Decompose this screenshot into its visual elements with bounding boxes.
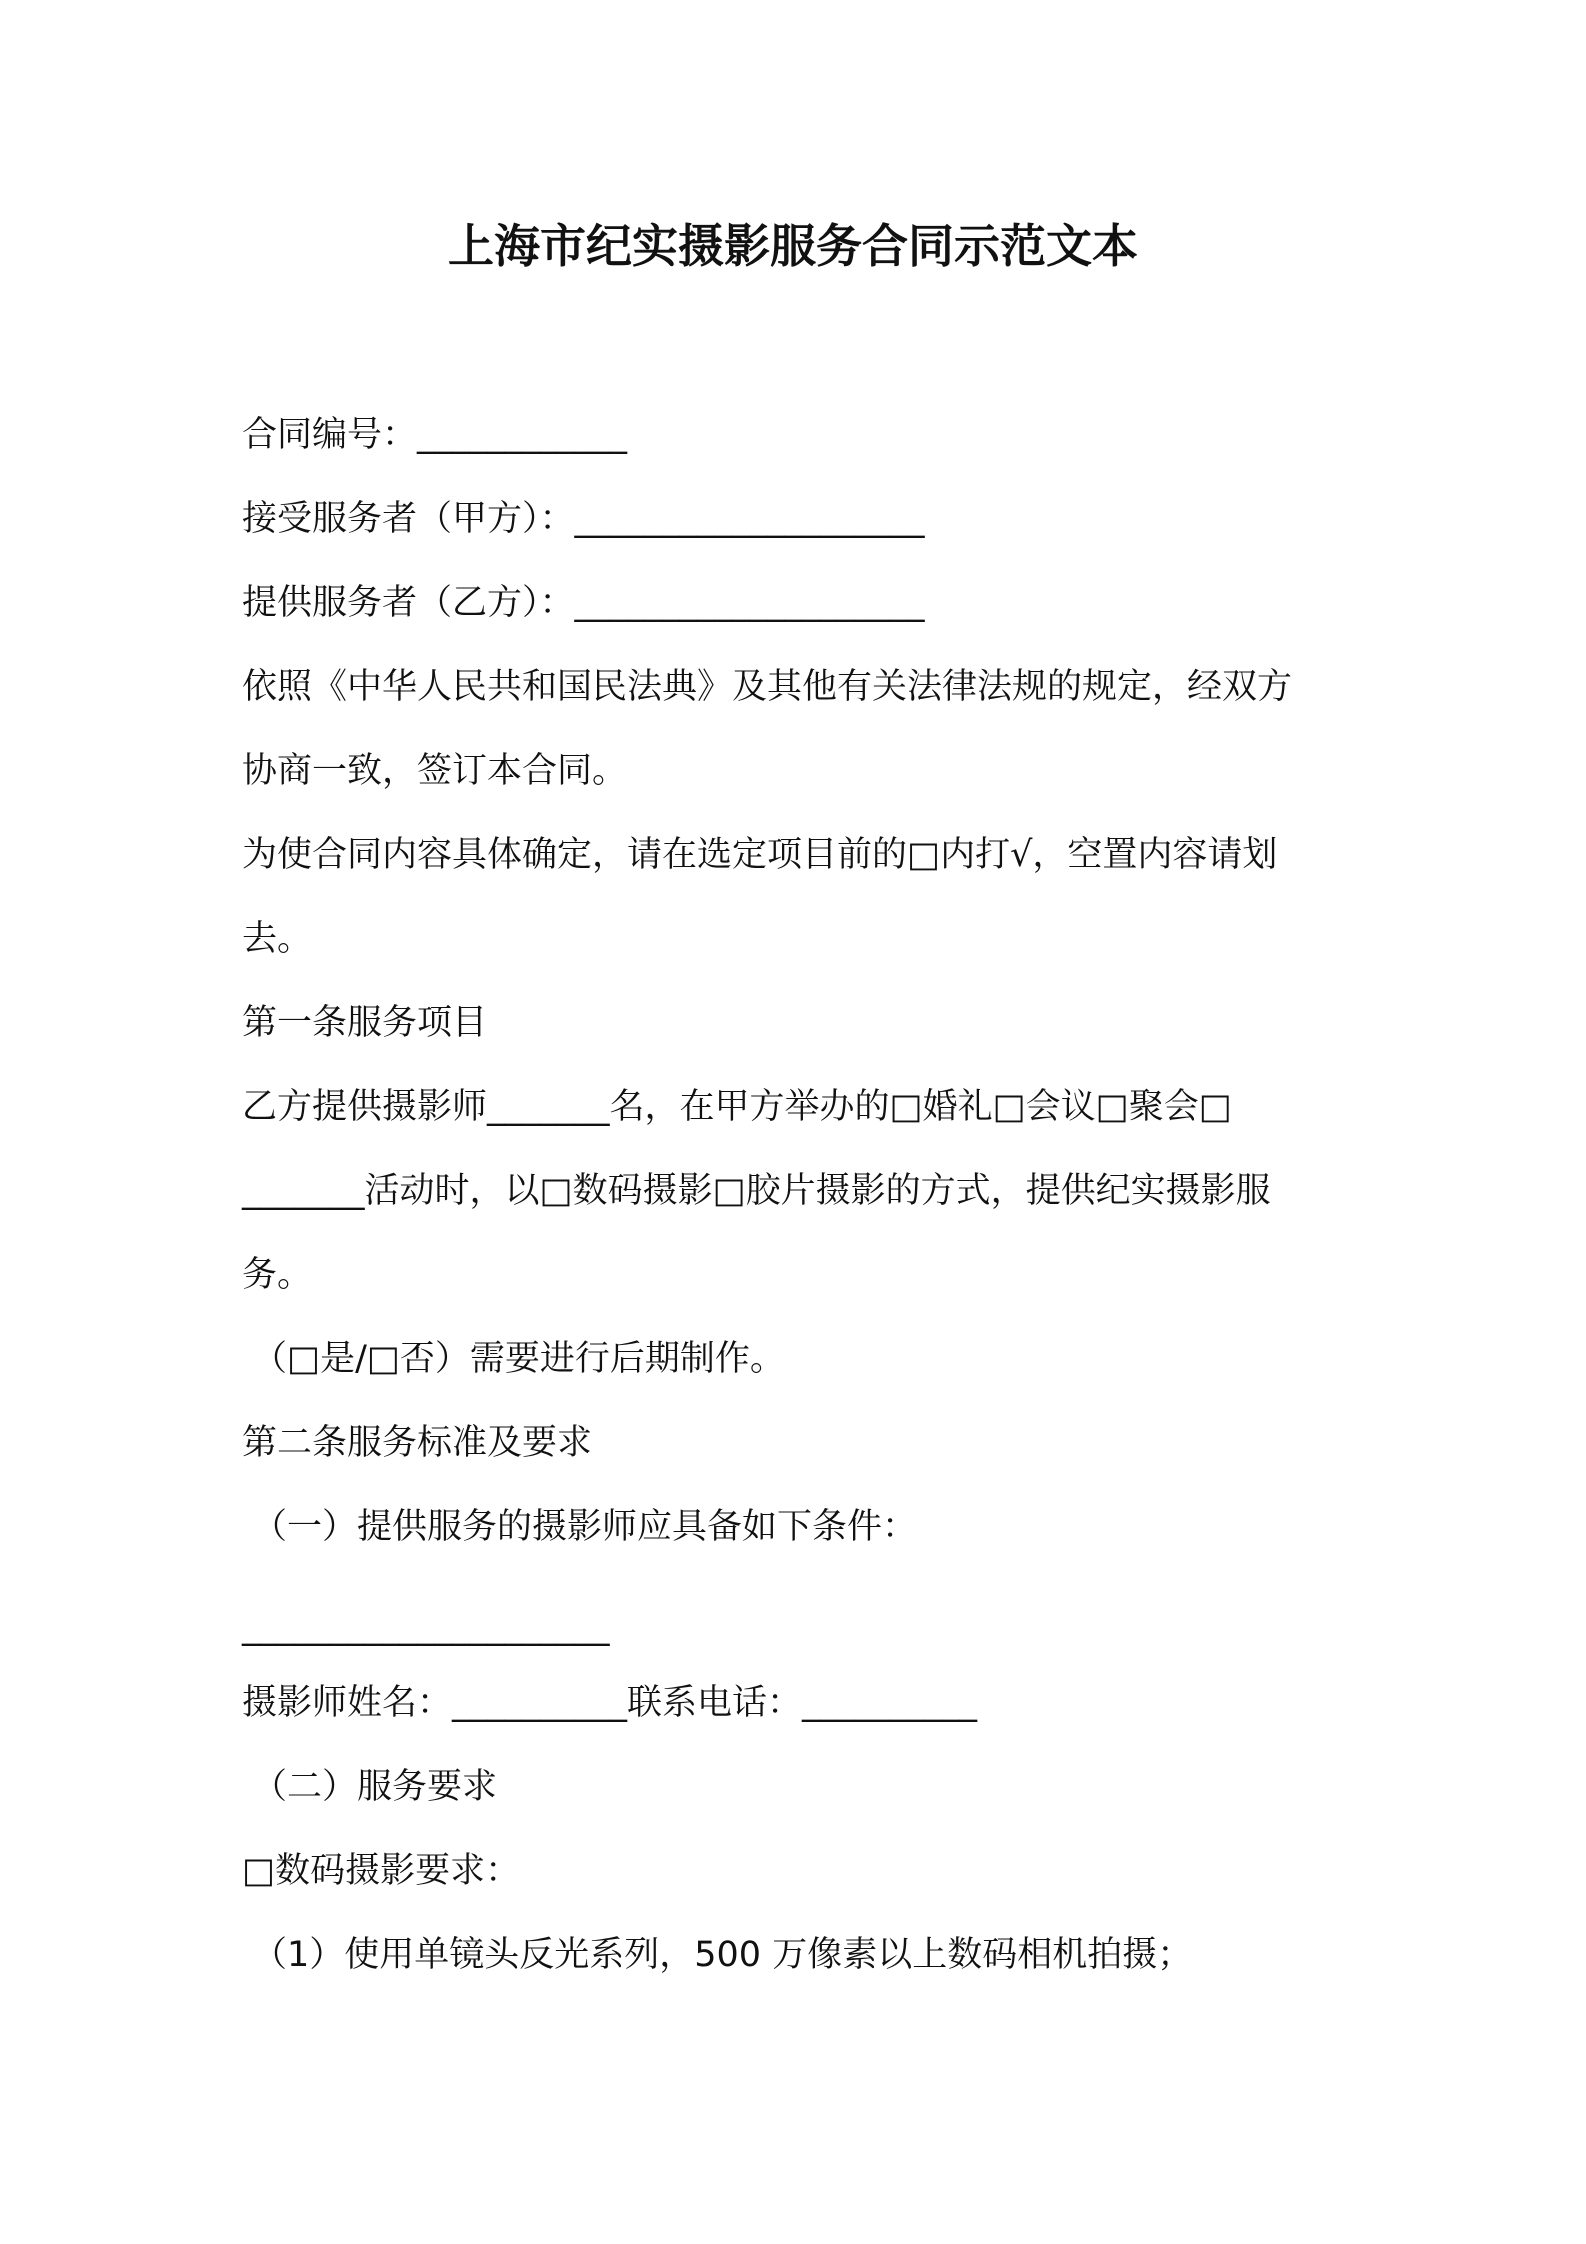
party-b-line: 提供服务者（乙方）：____________________ — [242, 583, 925, 623]
photographer-contact-line: 摄影师姓名：__________联系电话：__________ — [242, 1683, 978, 1723]
instruction-line-1: 为使合同内容具体确定，请在选定项目前的□内打√，空置内容请划 — [242, 835, 1278, 875]
article-1-line-1: 乙方提供摄影师_______名，在甲方举办的□婚礼□会议□聚会□ — [242, 1087, 1232, 1127]
party-a-line: 接受服务者（甲方）：____________________ — [242, 499, 925, 539]
post-production-line: （□是/□否）需要进行后期制作。 — [252, 1339, 785, 1379]
preamble-line-2: 协商一致，签订本合同。 — [242, 751, 628, 791]
contract-number-line: 合同编号：____________ — [242, 415, 628, 455]
requirements-blank-line: _____________________ — [242, 1607, 610, 1647]
document-title: 上海市纪实摄影服务合同示范文本 — [448, 219, 1138, 273]
digital-photography-line: □数码摄影要求： — [242, 1851, 521, 1891]
digital-requirement-1-line: （1）使用单镜头反光系列，500 万像素以上数码相机拍摄； — [252, 1935, 1193, 1975]
article-2-heading: 第二条服务标准及要求 — [242, 1423, 593, 1463]
article-1-heading: 第一条服务项目 — [242, 1003, 488, 1043]
instruction-line-2: 去。 — [242, 919, 313, 959]
service-requirements-heading: （二）服务要求 — [252, 1767, 498, 1807]
article-1-line-3: 务。 — [242, 1255, 313, 1295]
article-1-line-2: _______活动时，以□数码摄影□胶片摄影的方式，提供纪实摄影服 — [242, 1171, 1271, 1211]
photographer-requirements-line: （一）提供服务的摄影师应具备如下条件： — [252, 1507, 918, 1547]
preamble-line-1: 依照《中华人民共和国民法典》及其他有关法律法规的规定，经双方 — [242, 667, 1293, 707]
